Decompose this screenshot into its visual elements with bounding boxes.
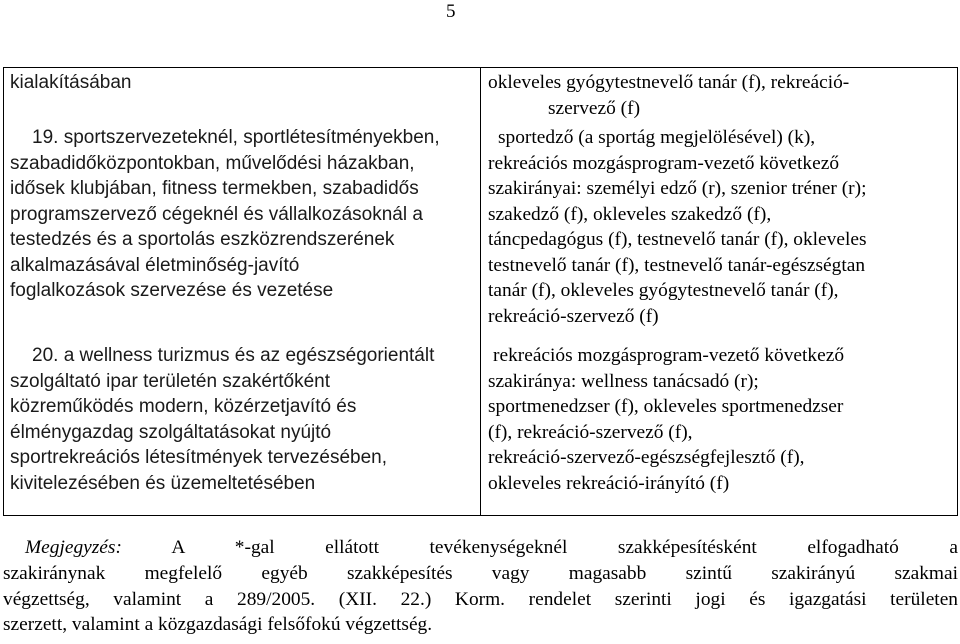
text-line: szakiránya: wellness tanácsadó (r); xyxy=(488,370,759,392)
text-line: testedzés és a sportolás eszközrendszerének xyxy=(10,229,395,250)
footnote-line: végzettség, valamint a 289/2005. (XII. 22.) Korm. rendelet szerinti jogi és igazgatási területen xyxy=(3,588,958,610)
text-line: tanár (f), okleveles gyógytestnevelő tanár (f), xyxy=(488,280,839,301)
qualification-cell-19 xyxy=(488,125,956,329)
qualification-table xyxy=(3,67,958,516)
footnote xyxy=(3,535,958,638)
text-line: sportedző (a sportág megjelölésével) (k), xyxy=(498,127,816,148)
text-line: rekreációs mozgásprogram-vezető következő xyxy=(493,345,845,366)
text-line: foglalkozások szervezése és vezetése xyxy=(10,280,334,301)
text-line: sportmenedzser (f), okleveles sportmenedzser xyxy=(488,396,844,417)
text-line: élménygazdag szolgáltatásokat nyújtó xyxy=(10,421,332,443)
footnote-line xyxy=(3,535,958,561)
text-line: szervező (f) xyxy=(548,97,641,119)
text-line: idősek klubjában, fitness termekben, szabadidős xyxy=(10,178,419,199)
text-line: szabadidőközpontokban, művelődési házakban, xyxy=(10,152,415,174)
activity-cell-1 xyxy=(10,70,476,96)
text-line: okleveles gyógytestnevelő tanár (f), rekreáció- xyxy=(488,72,850,93)
text-line: testnevelő tanár (f), testnevelő tanár-egészségtan xyxy=(488,254,866,276)
text-line: rekreációs mozgásprogram-vezető következő xyxy=(488,152,840,174)
column-divider xyxy=(480,68,481,515)
qualification-cell-1 xyxy=(488,70,956,121)
text-line: szakirányai: személyi edző (r), szenior tréner (r); xyxy=(488,178,867,199)
text-line: programszervező cégeknél és vállalkozásoknál a xyxy=(10,203,423,225)
footnote-text: A *-gal ellátott tevékenységeknél szakképesítésként elfogadható a xyxy=(121,537,958,558)
text-line: táncpedagógus (f), testnevelő tanár (f), okleveles xyxy=(488,229,867,250)
text-line: szolgáltató ipar területén szakértőként xyxy=(10,370,331,392)
text-line: kialakításában xyxy=(10,72,132,93)
text-line: rekreáció-szervező-egészségfejlesztő (f), xyxy=(488,447,805,468)
text-line: kivitelezésében és üzemeltetésében xyxy=(10,472,316,494)
text-line: 20. a wellness turizmus és az egészségorientált xyxy=(32,345,435,366)
text-line: közreműködés modern, közérzetjavító és xyxy=(10,396,357,417)
page-number: 5 xyxy=(446,1,456,22)
activity-cell-20 xyxy=(10,343,476,496)
footnote-label: Megjegyzés: xyxy=(25,537,122,558)
text-line: 19. sportszervezeteknél, sportlétesítményekben, xyxy=(32,127,440,148)
text-line: (f), rekreáció-szervező (f), xyxy=(488,421,693,443)
qualification-cell-20 xyxy=(488,343,956,496)
text-line: alkalmazásával életminőség-javító xyxy=(10,254,300,276)
text-line: rekreáció-szervező (f) xyxy=(488,305,659,327)
text-line: szakedző (f), okleveles szakedző (f), xyxy=(488,203,772,225)
footnote-line: szerzett, valamint a közgazdasági felsőfokú végzettség. xyxy=(3,614,433,636)
text-line: sportrekreációs létesítmények tervezésében, xyxy=(10,447,388,468)
footnote-line: szakiránynak megfelelő egyéb szakképesítés vagy magasabb szintű szakirányú szakmai xyxy=(3,562,958,584)
text-line: okleveles rekreáció-irányító (f) xyxy=(488,472,730,494)
activity-cell-19 xyxy=(10,125,476,304)
